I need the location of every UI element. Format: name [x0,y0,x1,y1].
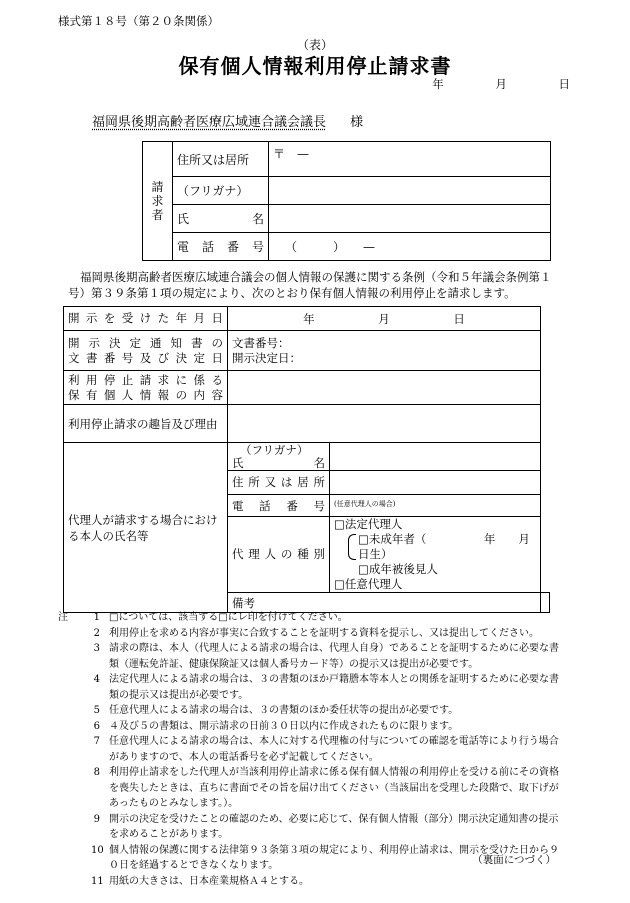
agent-type-voluntary-checkbox[interactable]: □任意代理人 [334,577,403,591]
note-text: 任意代理人による請求の場合は、３の書類のほか委任状等の提出が必要です。 [109,705,459,716]
content-label: 利用停止請求に係る 保有個人情報の内容 [64,371,228,405]
note-number: 1 [93,612,100,623]
agent-type-field [330,517,553,593]
content-field[interactable] [228,371,541,405]
note-number: 4 [93,674,100,685]
remarks-label: 備考 [228,593,541,613]
name-label: 氏 名 [173,205,269,233]
note-number: 8 [93,767,100,778]
reason-label: 利用停止請求の趣旨及び理由 [64,405,228,443]
note-number: 7 [93,736,100,747]
note-item [58,765,568,812]
note-head [58,703,91,719]
addressee [92,111,363,130]
note-head [58,765,91,812]
name-field[interactable] [269,205,551,233]
note-item [58,626,568,642]
date-line [406,76,570,92]
address-field[interactable] [269,142,551,177]
note-item [58,812,568,843]
note-text: ４及び５の書類は、開示請求の日前３０日以内に作成されたものに限ります。 [109,720,459,732]
note-item [58,719,568,735]
note-number: 6 [93,720,100,732]
reason-field[interactable] [228,405,541,443]
address-label: 住所又は居所 [173,142,269,177]
note-number: 3 [93,643,100,654]
decision-field[interactable] [228,331,541,371]
note-item [58,641,568,672]
side-label: （表） [296,38,333,52]
notes-section [58,610,568,889]
agent-address-label: 住所又は居所 [228,471,330,495]
note-item [58,672,568,703]
furigana-field[interactable] [269,177,551,205]
requester-table [142,141,551,261]
phone-field[interactable] [269,233,551,261]
note-text: □については、該当する□にレ印を付けてください。 [109,612,348,623]
agent-furigana-label: （フリガナ） 氏 名 [228,443,330,471]
disclosure-date-field[interactable]: 年 月 日 [228,307,541,331]
bracket-mark [348,534,356,560]
phone-label: 電 話 番 号 [173,233,269,261]
disclosure-date-label: 開示を受けた年月日 [64,307,228,331]
note-head [58,672,91,703]
agent-address-field[interactable] [330,471,541,495]
requester-group-label: 請 求 者 [143,142,173,261]
note-item [58,610,568,626]
agent-phone-field[interactable] [330,495,541,517]
date-day: 日 [558,77,570,91]
addressee-name: 福岡県後期高齢者医療広域連合議会議長 [92,115,327,130]
agent-name-field[interactable] [330,443,541,471]
note-head [58,734,91,765]
continued-label: （裏面につづく） [472,854,556,866]
note-number: 2 [93,627,100,639]
agent-group-label: 代理人が請求する場合における本人の氏名等 [64,443,228,613]
addressee-suffix: 様 [350,115,364,130]
note-head: 注 [58,612,68,623]
note-text: 開示の決定を受けたことの確認のため、必要に応じて、保有個人情報（部分）開示決定通知書の提示を求めることがあります。 [109,813,559,840]
doc-number-label: 文書番号： [232,335,290,350]
note-item [58,703,568,719]
date-year: 年 [432,77,444,91]
agent-type-label: 代理人の種別 [228,517,330,593]
note-head [58,843,91,874]
note-number: 11 [91,875,104,887]
note-number: 10 [91,844,104,856]
decision-date-label: 開示決定日： [232,350,301,365]
note-number: 5 [93,705,100,716]
agent-type-ward-checkbox[interactable]: □成年被後見人 [358,562,438,576]
note-text: 利用停止請求をした代理人が当該利用停止請求に係る保有個人情報の利用停止を受ける前にその資格を喪失したときは、直ちに書面でその旨を届け出てください（当該届出を受理した段階で、取下げがあったものとみなします。）。 [109,767,559,809]
form-number: 様式第１８号（第２０条関係） [58,14,219,28]
decision-label: 開示決定通知書の 文書番号及び決定日 [64,331,228,371]
agent-type-minor-checkbox[interactable]: □未成年者（ 年 月 日生） [358,532,553,561]
note-item [58,874,568,890]
note-text: 用紙の大きさは、日本産業規格Ａ４とする。 [109,875,309,887]
agent-type-legal-checkbox[interactable]: □法定代理人 [334,517,403,531]
request-table [63,306,553,613]
phone-template: （ ） — [285,240,376,254]
note-text: 利用停止を求める内容が事実に合致することを証明する資料を提示し、又は提出してください。 [109,627,539,639]
furigana-label: （フリガナ） [173,177,269,205]
note-text: 個人情報の保護に関する法律第９３条第３項の規定により、利用停止請求は、開示を受けた日から９０日を経過するとできなくなります。 [109,844,559,871]
note-item [58,734,568,765]
note-text: 請求の際は、本人（代理人による請求の場合は、代理人自身）であることを証明するために必要な書類（運転免許証、健康保険証又は個人番号カード等）の提示又は提出が必要です。 [109,643,559,670]
note-head [58,874,91,890]
note-head [58,641,91,672]
note-number: 9 [93,813,100,825]
note-head [58,626,91,642]
note-text: 法定代理人による請求の場合は、３の書類のほか戸籍謄本等本人との関係を証明するために必要な書類の提示又は提出が必要です。 [109,674,559,701]
intro-paragraph: 福岡県後期高齢者医療広域連合議会の個人情報の保護に関する条例（令和５年議会条例第１号）第３９条第１項の規定により、次のとおり保有個人情報の利用停止を請求します。 [68,270,552,300]
note-head [58,812,91,843]
note-head [58,719,91,735]
note-text: 任意代理人による請求の場合は、本人に対する代理権の付与についての確認を電話等により行う場合がありますので、本人の電話番号を必ず記載してください。 [109,736,559,763]
date-month: 月 [495,77,507,91]
postal-mark: 〒 — [273,147,310,161]
agent-phone-label: 電 話 番 号 [228,495,330,517]
agent-phone-note: (任意代理人の場合) [334,500,396,508]
document-title: 保有個人情報利用停止請求書 [178,54,452,78]
